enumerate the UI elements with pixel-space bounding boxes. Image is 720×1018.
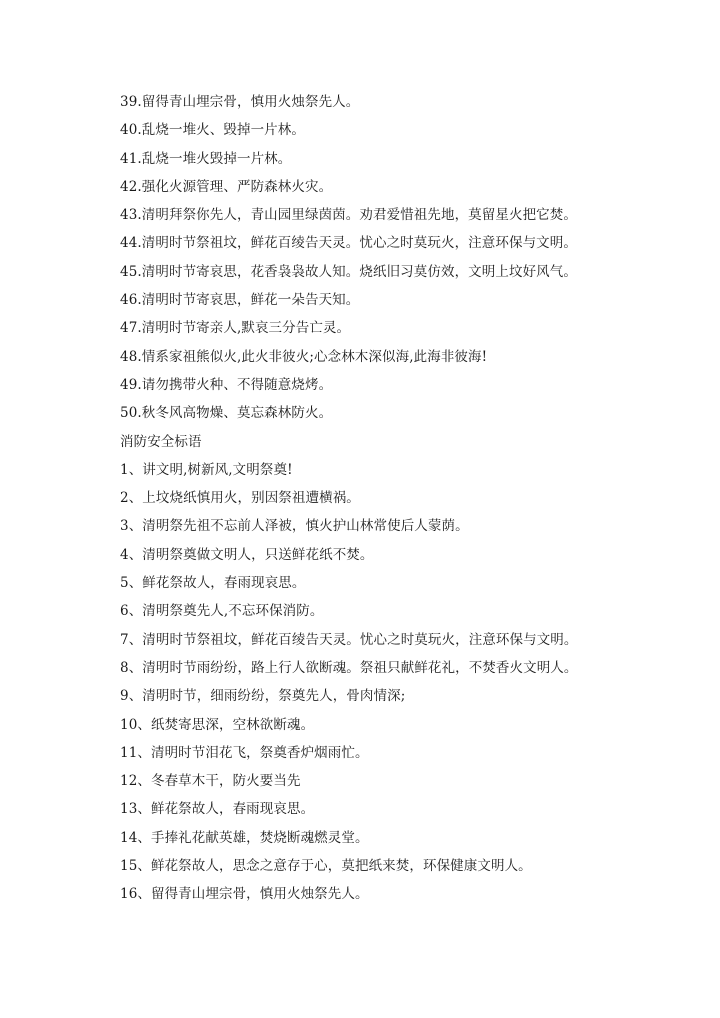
fire-slogan-15: 15、鲜花祭故人，思念之意存于心，莫把纸来焚，环保健康文明人。 — [120, 858, 532, 875]
fire-slogan-13: 13、鲜花祭故人，春雨现哀思。 — [120, 801, 315, 818]
slogan-line-48: 48.情系家祖熊似火,此火非彼火;心念林木深似海,此海非彼海! — [120, 348, 488, 365]
fire-slogan-5: 5、鲜花祭故人，春雨现哀思。 — [120, 575, 306, 592]
slogan-line-45: 45.清明时节寄哀思，花香袅袅故人知。烧纸旧习莫仿效，文明上坟好风气。 — [120, 263, 577, 280]
fire-slogan-11: 11、清明时节泪花飞，祭奠香炉烟雨忙。 — [120, 744, 369, 761]
slogan-line-50: 50.秋冬风高物燥、莫忘森林防火。 — [120, 405, 333, 422]
fire-slogan-14: 14、手捧礼花献英雄，焚烧断魂燃灵堂。 — [120, 829, 369, 846]
slogan-line-47: 47.清明时节寄亲人,默哀三分告亡灵。 — [120, 320, 351, 337]
fire-slogan-6: 6、清明祭奠先人,不忘环保消防。 — [120, 603, 324, 620]
document-body — [120, 88, 680, 909]
fire-slogan-12: 12、冬春草木干，防火要当先 — [120, 773, 301, 790]
slogan-line-43: 43.清明拜祭你先人，青山园里绿茵茵。劝君爱惜祖先地，莫留星火把它焚。 — [120, 207, 577, 224]
section-heading: 消防安全标语 — [120, 433, 202, 450]
fire-slogan-10: 10、纸焚寄思深，空林欲断魂。 — [120, 716, 315, 733]
slogan-line-40: 40.乱烧一堆火、毁掉一片林。 — [120, 122, 305, 139]
slogan-line-49: 49.请勿携带火种、不得随意烧烤。 — [120, 376, 333, 393]
slogan-line-39: 39.留得青山埋宗骨，慎用火烛祭先人。 — [120, 94, 360, 110]
slogan-line-41: 41.乱烧一堆火毁掉一片林。 — [120, 150, 292, 167]
fire-slogan-16: 16、留得青山埋宗骨，慎用火烛祭先人。 — [120, 886, 369, 903]
fire-slogan-3: 3、清明祭先祖不忘前人泽被，慎火护山林常使后人蒙荫。 — [120, 518, 469, 535]
fire-slogan-1: 1、讲文明,树新风,文明祭奠! — [120, 461, 293, 478]
fire-slogan-2: 2、上坟烧纸慎用火，别因祭祖遭横祸。 — [120, 490, 360, 507]
fire-slogan-7: 7、清明时节祭祖坟，鲜花百绫告天灵。忧心之时莫玩火，注意环保与文明。 — [120, 631, 578, 648]
fire-slogan-4: 4、清明祭奠做文明人，只送鲜花纸不焚。 — [120, 546, 374, 563]
slogan-line-42: 42.强化火源管理、严防森林火灾。 — [120, 178, 333, 195]
slogan-line-46: 46.清明时节寄哀思，鲜花一朵告天知。 — [120, 292, 360, 309]
fire-slogan-9: 9、清明时节，细雨纷纷，祭奠先人，骨肉情深; — [120, 688, 406, 705]
fire-slogan-8: 8、清明时节雨纷纷，路上行人欲断魂。祭祖只献鲜花礼，不焚香火文明人。 — [120, 659, 578, 676]
slogan-line-44: 44.清明时节祭祖坟，鲜花百绫告天灵。忧心之时莫玩火，注意环保与文明。 — [120, 235, 577, 252]
